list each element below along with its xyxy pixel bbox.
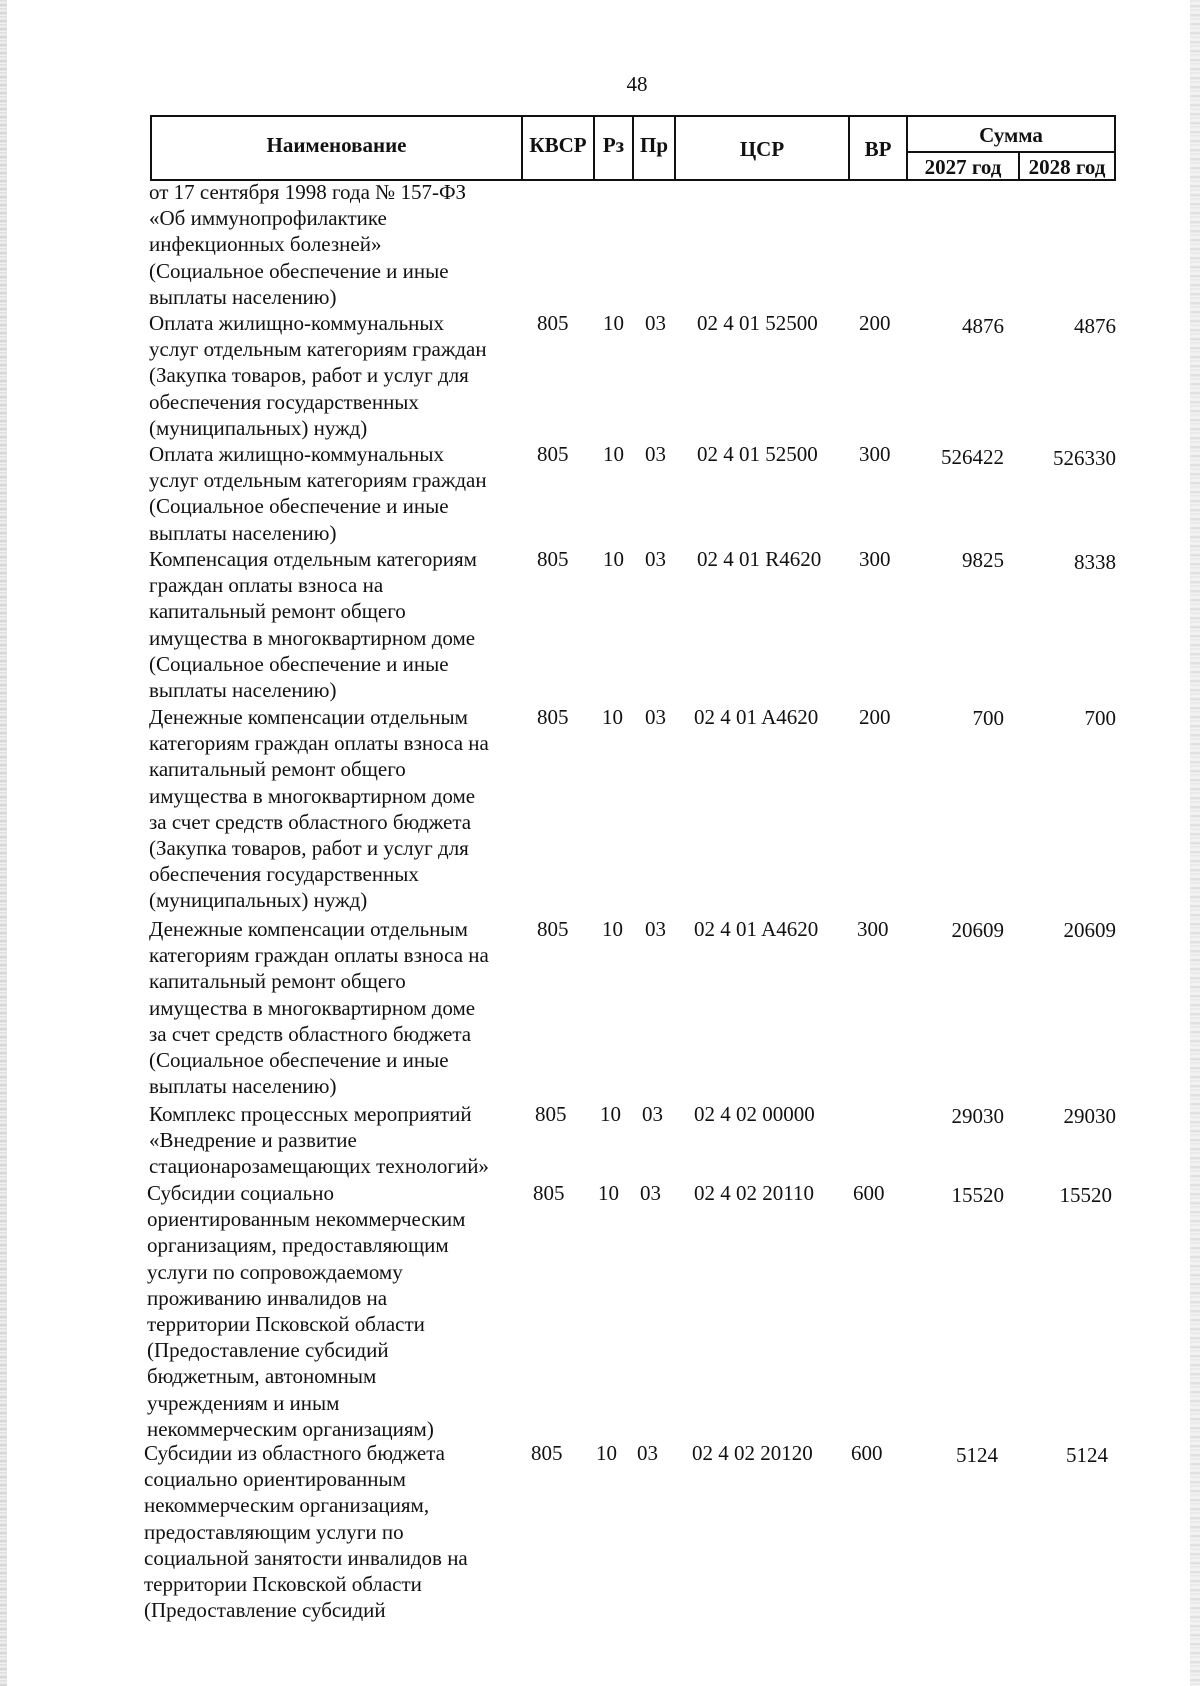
- row-pr: 03: [645, 311, 666, 335]
- row-pr: 03: [640, 1181, 661, 1205]
- row-vr: 600: [853, 1181, 885, 1205]
- header-vr: ВР: [864, 137, 892, 161]
- header-kvsr: КВСР: [529, 133, 587, 157]
- row-vr: 300: [859, 442, 891, 466]
- row-vr: 600: [851, 1441, 883, 1465]
- row-sum-2027: 15520: [951, 1183, 1004, 1207]
- header-sum: Сумма: [979, 123, 1043, 147]
- row-sum-2028: 5124: [1066, 1443, 1108, 1467]
- row-vr: 300: [859, 547, 891, 571]
- row-sum-2027: 4876: [962, 314, 1004, 338]
- row-rz: 10: [603, 311, 624, 335]
- row-kvsr: 805: [537, 917, 569, 941]
- row-sum-2028: 8338: [1074, 550, 1116, 574]
- header-csr: ЦСР: [739, 137, 785, 161]
- header-rz: Рз: [602, 133, 625, 157]
- row-name: Денежные компенсации отдельным категориям граждан оплаты взноса на капитальный ремонт общего имущества в многоквартирном доме за счет средств областного бюджета (Социальное обеспечение и иные выплаты населению): [149, 917, 489, 1099]
- row-pr: 03: [645, 547, 666, 571]
- header-year-2028: 2028 год: [1028, 155, 1106, 179]
- header-pr: Пр: [639, 133, 668, 157]
- row-name: Оплата жилищно-коммунальных услуг отдельным категориям граждан (Социальное обеспечение и иные выплаты населению): [149, 442, 487, 545]
- row-name: Компенсация отдельным категориям граждан оплаты взноса на капитальный ремонт общего имущества в многоквартирном доме (Социальное обеспечение и иные выплаты населению): [149, 547, 477, 703]
- row-csr: 02 4 01 52500: [697, 311, 818, 335]
- row-kvsr: 805: [531, 1441, 563, 1465]
- row-name: Денежные компенсации отдельным категориям граждан оплаты взноса на капитальный ремонт общего имущества в многоквартирном доме за счет средств областного бюджета (Закупка товаров, работ и услуг для обеспечения государственных (муниципальных) нужд): [149, 705, 489, 913]
- row-vr: 200: [859, 705, 891, 729]
- row-sum-2027: 526422: [941, 445, 1004, 469]
- row-rz: 10: [598, 1181, 619, 1205]
- row-rz: 10: [602, 705, 623, 729]
- row-kvsr: 805: [537, 705, 569, 729]
- row-rz: 10: [596, 1441, 617, 1465]
- row-sum-2028: 4876: [1074, 314, 1116, 338]
- row-kvsr: 805: [533, 1181, 565, 1205]
- row-name: Комплекс процессных мероприятий «Внедрение и развитие стационарозамещающих технологий»: [149, 1102, 489, 1179]
- row-csr: 02 4 01 A4620: [694, 705, 819, 729]
- row-vr: 300: [857, 917, 889, 941]
- row-sum-2028: 15520: [1059, 1183, 1112, 1207]
- row-rz: 10: [602, 917, 623, 941]
- row-name: Субсидии социально ориентированным некоммерческим организациям, предоставляющим услуги по сопровождаемому проживанию инвалидов на территории Псковской области (Предоставление субсидий бюджетным, автономным учреждениям и иным некоммерческим организациям): [147, 1181, 466, 1441]
- row-csr: 02 4 01 52500: [697, 442, 818, 466]
- row-kvsr: 805: [537, 442, 569, 466]
- header-sum-divider: [906, 151, 1114, 153]
- row-name: Субсидии из областного бюджета социально ориентированным некоммерческим организациям, предоставляющим услуги по социальной занятости инвалидов на территории Псковской области (Предоставление субсидий: [144, 1441, 468, 1623]
- row-sum-2027: 29030: [951, 1104, 1004, 1128]
- row-vr: 200: [859, 311, 891, 335]
- row-rz: 10: [603, 442, 624, 466]
- row-sum-2027: 700: [972, 706, 1004, 730]
- row-sum-2028: 700: [1084, 706, 1116, 730]
- row-name: Оплата жилищно-коммунальных услуг отдельным категориям граждан (Закупка товаров, работ и услуг для обеспечения государственных (муниципальных) нужд): [149, 311, 487, 440]
- row-pr: 03: [645, 705, 666, 729]
- row-csr: 02 4 02 20120: [692, 1441, 813, 1465]
- row-csr: 02 4 02 00000: [694, 1102, 815, 1126]
- row-rz: 10: [603, 547, 624, 571]
- row-pr: 03: [642, 1102, 663, 1126]
- row-csr: 02 4 01 A4620: [694, 917, 819, 941]
- row-sum-2028: 526330: [1053, 446, 1116, 470]
- table-header: [150, 115, 1116, 181]
- row-sum-2027: 9825: [962, 548, 1004, 572]
- row-kvsr: 805: [537, 311, 569, 335]
- row-kvsr: 805: [535, 1102, 567, 1126]
- page-number: 48: [626, 72, 648, 96]
- row-csr: 02 4 01 R4620: [697, 547, 822, 571]
- row-sum-2028: 29030: [1063, 1104, 1116, 1128]
- row-name: от 17 сентября 1998 года № 157-ФЗ «Об иммунопрофилактике инфекционных болезней» (Социальное обеспечение и иные выплаты населению): [149, 180, 467, 309]
- row-pr: 03: [645, 917, 666, 941]
- row-pr: 03: [637, 1441, 658, 1465]
- row-pr: 03: [645, 442, 666, 466]
- row-kvsr: 805: [537, 547, 569, 571]
- row-sum-2027: 20609: [951, 918, 1004, 942]
- header-name: Наименование: [266, 133, 407, 157]
- scan-edge-right: [1190, 0, 1200, 1686]
- row-sum-2027: 5124: [956, 1443, 998, 1467]
- row-sum-2028: 20609: [1063, 918, 1116, 942]
- scan-edge-left: [0, 0, 7, 1686]
- row-rz: 10: [600, 1102, 621, 1126]
- header-year-2027: 2027 год: [924, 155, 1002, 179]
- row-csr: 02 4 02 20110: [694, 1181, 814, 1205]
